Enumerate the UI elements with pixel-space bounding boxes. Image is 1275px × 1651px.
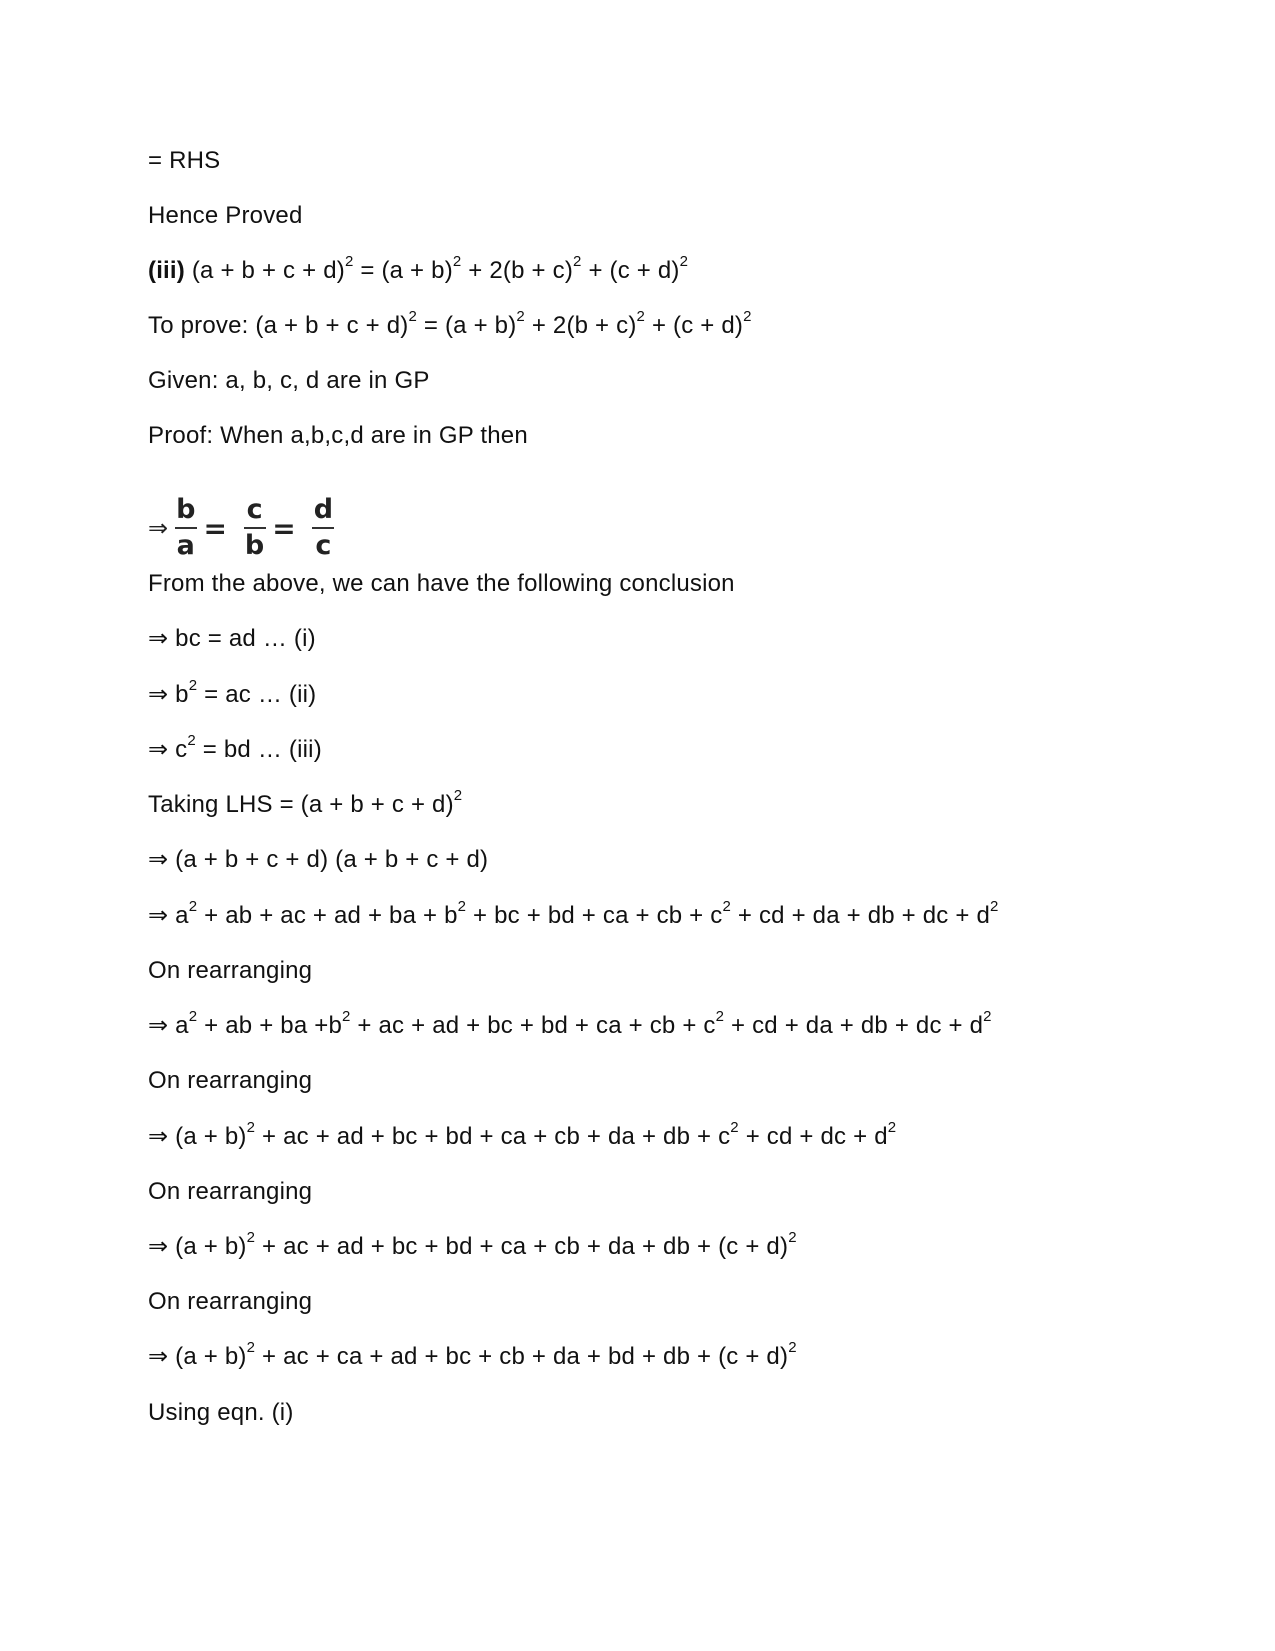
superscript: 2 bbox=[246, 1119, 256, 1136]
denominator: b bbox=[244, 530, 265, 561]
fraction-bar bbox=[175, 527, 197, 529]
expr-text: = bd … (iii) bbox=[195, 736, 322, 763]
superscript: 2 bbox=[990, 898, 999, 915]
line-rearranging-1 bbox=[148, 956, 312, 986]
fraction-bar bbox=[244, 527, 266, 529]
superscript: 2 bbox=[983, 1008, 992, 1025]
line-rearranging-2 bbox=[148, 1066, 312, 1096]
superscript: 2 bbox=[246, 1229, 256, 1246]
expr-text: + ab + ba +b bbox=[197, 1012, 343, 1039]
denominator: c bbox=[315, 530, 332, 561]
superscript: 2 bbox=[516, 308, 525, 325]
superscript: 2 bbox=[715, 1008, 725, 1025]
expr-text: ⇒ (a + b) bbox=[148, 1123, 247, 1150]
expr-text: + ab + ac + ad + ba + b bbox=[197, 902, 458, 929]
line-to-prove bbox=[148, 308, 752, 341]
expr-text: + ac + ad + bc + bd + ca + cb + c bbox=[350, 1012, 716, 1039]
superscript: 2 bbox=[408, 308, 418, 325]
expr-text: = (a + b) bbox=[417, 312, 517, 339]
expr-text: + 2(b + c) bbox=[461, 257, 574, 284]
text-rhs: = RHS bbox=[148, 147, 221, 174]
fraction-c-over-b bbox=[243, 495, 266, 561]
expr-text: Taking LHS = (a + b + c + d) bbox=[148, 791, 454, 818]
expr-text: + ac + ca + ad + bc + cb + da + bd + db + (c + d) bbox=[255, 1343, 789, 1370]
expr-text: = (a + b) bbox=[353, 257, 453, 284]
expr-text: ⇒ (a + b) bbox=[148, 1233, 247, 1260]
line-given bbox=[148, 366, 430, 396]
superscript: 2 bbox=[188, 1008, 198, 1025]
denominator: a bbox=[176, 530, 195, 561]
line-part-iii bbox=[148, 253, 689, 286]
line-rearranging-4 bbox=[148, 1287, 312, 1317]
text-proof: Proof: When a,b,c,d are in GP then bbox=[148, 422, 528, 449]
fraction-bar bbox=[312, 527, 334, 529]
numerator: c bbox=[246, 494, 263, 525]
line-rearranging-3 bbox=[148, 1177, 312, 1207]
text-conclusion: From the above, we can have the following conclusion bbox=[148, 570, 735, 597]
superscript: 2 bbox=[457, 898, 467, 915]
superscript: 2 bbox=[887, 1119, 897, 1136]
superscript: 2 bbox=[342, 1008, 351, 1025]
text-hence-proved: Hence Proved bbox=[148, 202, 303, 229]
implies-arrow: ⇒ bbox=[148, 514, 169, 542]
superscript: 2 bbox=[573, 253, 582, 270]
expr-text: = ac … (ii) bbox=[197, 681, 317, 708]
expr-text: + bc + bd + ca + cb + c bbox=[466, 902, 723, 929]
text-rearranging: On rearranging bbox=[148, 1288, 313, 1315]
line-proof bbox=[148, 421, 528, 451]
line-taking-lhs bbox=[148, 787, 463, 820]
superscript: 2 bbox=[636, 308, 646, 325]
superscript: 2 bbox=[187, 732, 196, 749]
line-eqn-iii bbox=[148, 732, 322, 765]
superscript: 2 bbox=[743, 308, 752, 325]
line-rearranged-1 bbox=[148, 1008, 992, 1041]
expr-text: + (c + d) bbox=[645, 312, 744, 339]
line-using-eqn bbox=[148, 1398, 294, 1428]
line-expanded bbox=[148, 898, 999, 931]
equals-sign: = bbox=[203, 511, 227, 545]
text-rearranging: On rearranging bbox=[148, 957, 313, 984]
superscript: 2 bbox=[679, 253, 689, 270]
superscript: 2 bbox=[246, 1339, 256, 1356]
line-rearranged-3 bbox=[148, 1229, 797, 1262]
line-rearranged-4 bbox=[148, 1339, 797, 1372]
line-eqn-i bbox=[148, 624, 316, 654]
expr-text: + ac + ad + bc + bd + ca + cb + da + db + (c + d) bbox=[255, 1233, 789, 1260]
line-conclusion bbox=[148, 569, 735, 599]
expr-text: + ac + ad + bc + bd + ca + cb + da + db + c bbox=[255, 1123, 731, 1150]
expr-text: ⇒ (a + b) bbox=[148, 1343, 247, 1370]
line-hence-proved bbox=[148, 201, 303, 231]
expr-text: ⇒ b bbox=[148, 681, 189, 708]
expr-text: + 2(b + c) bbox=[524, 312, 637, 339]
superscript: 2 bbox=[788, 1229, 797, 1246]
line-product bbox=[148, 845, 488, 875]
superscript: 2 bbox=[788, 1339, 797, 1356]
expr-text: + cd + da + db + dc + d bbox=[731, 902, 991, 929]
line-rhs bbox=[148, 146, 220, 176]
expr-text: ⇒ c bbox=[148, 736, 188, 763]
expr-text: + (c + d) bbox=[581, 257, 680, 284]
text-eqn-i: ⇒ bc = ad … (i) bbox=[148, 625, 316, 652]
expr-text: ⇒ a bbox=[148, 1012, 189, 1039]
line-eqn-ii bbox=[148, 677, 317, 710]
superscript: 2 bbox=[188, 677, 198, 694]
fraction-d-over-c bbox=[312, 495, 335, 561]
expr-text: ⇒ a bbox=[148, 902, 189, 929]
expr-text: To prove: (a + b + c + d) bbox=[148, 312, 409, 339]
equals-sign: = bbox=[272, 511, 296, 545]
text-product: ⇒ (a + b + c + d) (a + b + c + d) bbox=[148, 846, 489, 873]
numerator: d bbox=[313, 494, 334, 525]
superscript: 2 bbox=[452, 253, 462, 270]
superscript: 2 bbox=[188, 898, 198, 915]
superscript: 2 bbox=[730, 1119, 739, 1136]
superscript: 2 bbox=[453, 787, 463, 804]
line-rearranged-2 bbox=[148, 1119, 897, 1152]
expr-text: + cd + da + db + dc + d bbox=[724, 1012, 984, 1039]
text-rearranging: On rearranging bbox=[148, 1178, 313, 1205]
fraction-b-over-a bbox=[174, 495, 197, 561]
part-label: (iii) bbox=[148, 257, 185, 284]
superscript: 2 bbox=[344, 253, 354, 270]
numerator: b bbox=[176, 494, 196, 525]
expr-text: (a + b + c + d) bbox=[185, 257, 345, 284]
superscript: 2 bbox=[722, 898, 732, 915]
expr-text: + cd + dc + d bbox=[738, 1123, 888, 1150]
fraction-equation bbox=[148, 492, 339, 564]
text-using-eqn: Using eqn. (i) bbox=[148, 1399, 294, 1426]
text-rearranging: On rearranging bbox=[148, 1067, 313, 1094]
text-given: Given: a, b, c, d are in GP bbox=[148, 367, 430, 394]
